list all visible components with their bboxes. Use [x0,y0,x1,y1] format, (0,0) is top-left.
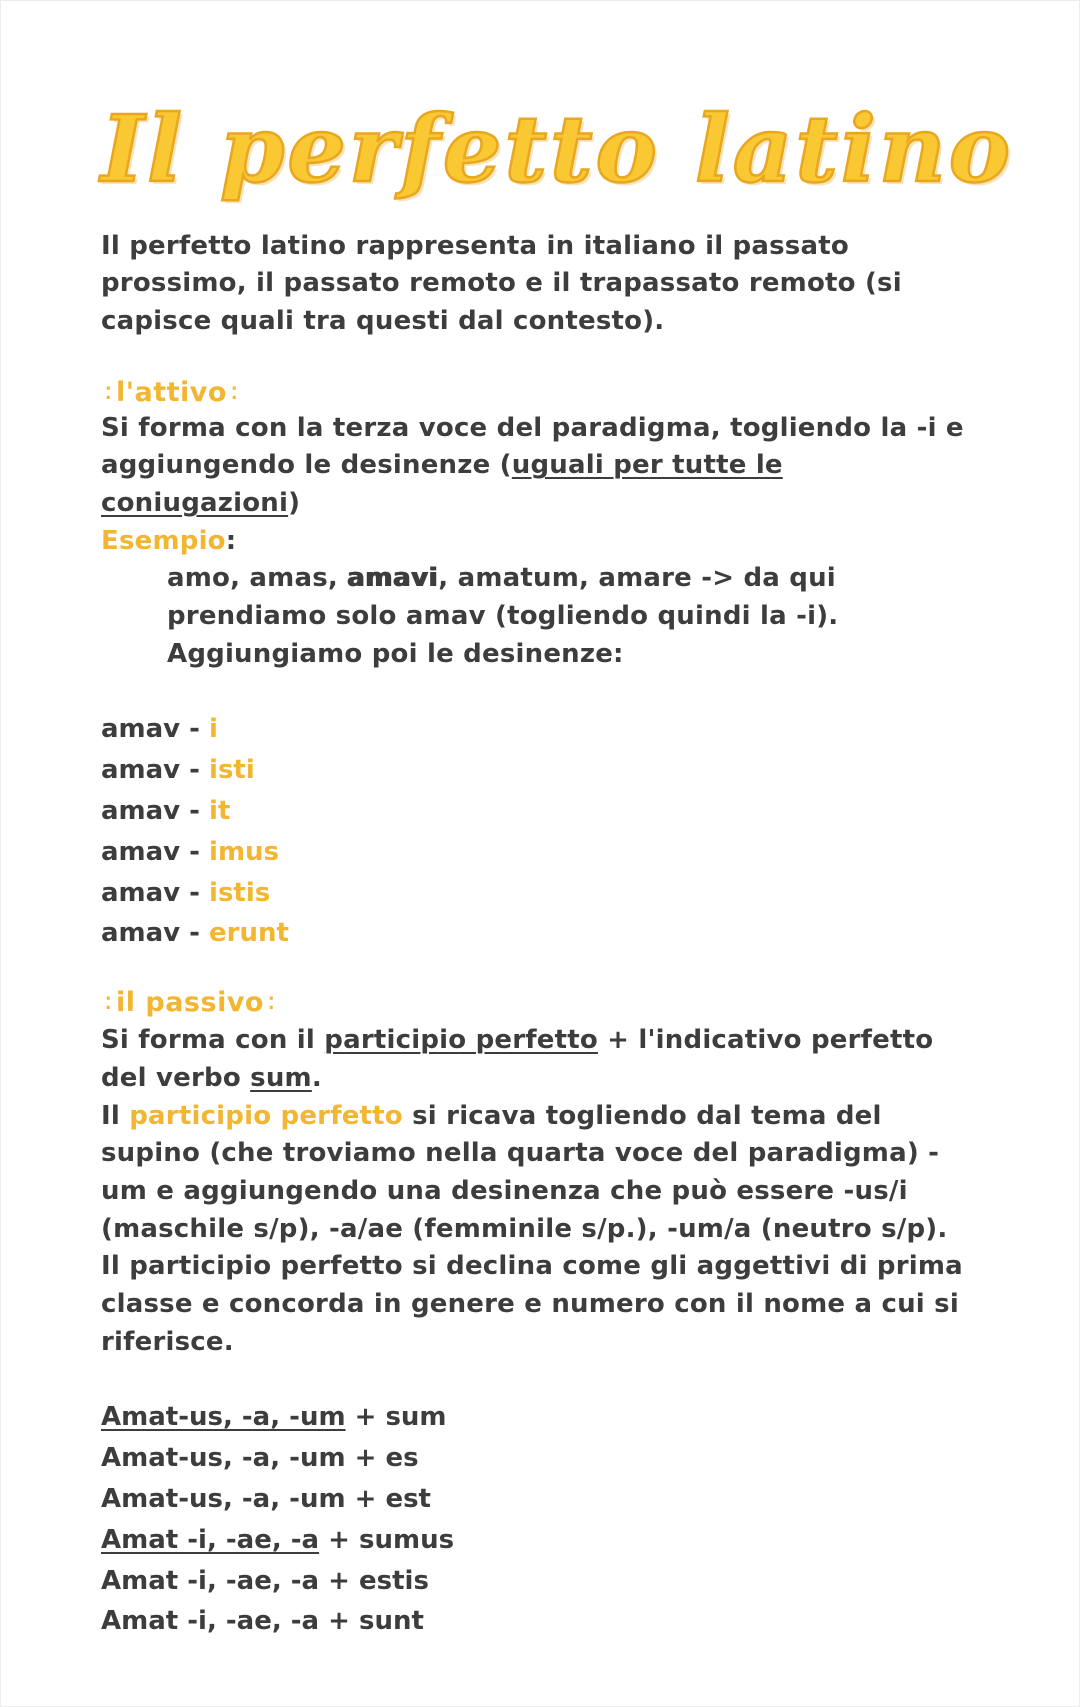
conjugation-row: Amat -i, -ae, -a + sumus [101,1524,455,1555]
passivo-body [101,1022,979,1361]
passivo-paragraph-2: Il participio perfetto si ricava togliendo dal tema del supino (che troviamo nella quarta voce del paradigma) -um e aggiungendo una desinenza che può essere -us/i (maschile s/p), -a/ae (femminile s/p.), -um/a (neutro s/p). [101,1100,948,1244]
conjugation-row: Amat-us, -a, -um + est [101,1484,431,1515]
conjugation-row: Amat-us, -a, -um + sum [101,1402,447,1433]
intro-paragraph: Il perfetto latino rappresenta in italiano il passato prossimo, il passato remoto e il trapassato remoto (si capisce quali tra questi dal contesto). [101,230,902,336]
decorative-dots-left: ⁚ [105,994,112,1015]
section-header-attivo [101,377,979,408]
esempio-label [101,523,979,561]
conjugation-row: amav - i [101,714,218,745]
conjugation-row: amav - isti [101,755,255,786]
conjugation-row: Amat -i, -ae, -a + estis [101,1565,429,1596]
page-title: Il perfetto latino [101,95,1014,203]
decorative-dots-right: ⁚ [230,383,238,404]
section-header-attivo-text: l'attivo [115,376,227,408]
conjugation-row: Amat -i, -ae, -a + sunt [101,1606,424,1637]
attivo-body: Si forma con la terza voce del paradigma, togliendo la -i e aggiungendo le desinenze (uguali per tutte le coniugazioni) [101,412,964,519]
conjugation-row: amav - imus [101,836,280,867]
passivo-paragraph-1: Si forma con il participio perfetto + l'indicativo perfetto del verbo sum. [101,1025,934,1093]
esempio-paragraph: amo, amas, amavi, amatum, amare -> da qui prendiamo solo amav (togliendo quindi la -i). Aggiungiamo poi le desinenze: [167,563,839,669]
passivo-paragraph-3: Il participio perfetto si declina come gli aggettivi di prima classe e concorda in genere e numero con il nome a cui si riferisce. [101,1251,963,1357]
decorative-dots-left: ⁚ [105,383,112,404]
esempio-label-text: Esempio [101,525,226,556]
decorative-dots-right: ⁚ [267,994,275,1015]
conjugation-row: amav - it [101,796,231,827]
section-header-passivo-text: il passivo [115,987,264,1019]
conjugation-row: amav - istis [101,877,271,908]
conjugation-row: amav - erunt [101,918,289,949]
section-passivo [101,987,979,1639]
esempio-colon: : [225,525,237,556]
conjugation-row: Amat-us, -a, -um + es [101,1443,419,1474]
section-attivo [101,377,979,952]
passivo-conjugation-list [101,1401,979,1639]
section-header-passivo [101,987,979,1018]
attivo-conjugation-list [101,713,979,951]
